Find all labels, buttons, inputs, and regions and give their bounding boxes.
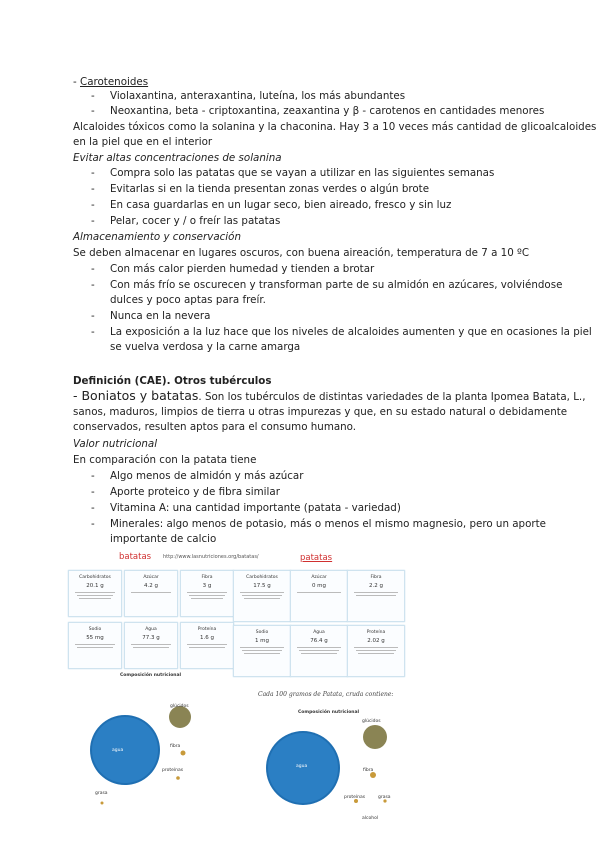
list-item: Evitarlas si en la tienda presentan zonas verdes o algún brote	[110, 183, 430, 195]
list-item: Con más frío se oscurecen y transforman parte de su almidón en azúcares, volviéndose	[110, 279, 563, 291]
label-batatas: batatas	[119, 552, 152, 562]
composition-title: Composición nutricional	[298, 710, 360, 715]
nutrient-card: Azúcar 4.2 g	[124, 570, 178, 617]
paragraph: Se deben almacenar en lugares oscuros, con buena aireación, temperatura de 7 a 10 ºC	[73, 247, 530, 259]
list-item: Con más calor pierden humedad y tienden a brotar	[110, 263, 375, 275]
carotenoides-heading: - Carotenoides	[73, 76, 149, 88]
bubble-protein	[176, 776, 180, 780]
nutrient-card: Agua 77.3 g	[124, 622, 178, 669]
bubble-fat	[101, 802, 104, 805]
section-heading: Definición (CAE). Otros tubérculos	[73, 375, 272, 387]
list-item: Minerales: algo menos de potasio, más o menos el mismo magnesio, pero un aporte	[110, 518, 547, 530]
section-heading: Almacenamiento y conservación	[73, 231, 241, 243]
list-item-continuation: dulces y poco aptas para freír.	[110, 294, 266, 306]
list-item: Compra solo las patatas que se vayan a utilizar en las siguientes semanas	[110, 167, 495, 179]
composition-bubbles-right	[255, 715, 405, 845]
composition-title: Composición nutricional	[120, 673, 182, 678]
paragraph: sanos, maduros, limpios de tierra u otras impurezas y que, en su estado natural o debidamente	[73, 406, 568, 418]
paragraph: - Boniatos y batatas. Son los tubérculos de distintas variedades de la planta Ipomea Batata, L.,	[73, 388, 586, 403]
nutrient-card: Proteína 2.02 g	[347, 625, 405, 677]
label-patatas: patatas	[300, 553, 333, 563]
list-item-continuation: importante de calcio	[110, 533, 217, 545]
nutrient-card: Agua 76.4 g	[290, 625, 348, 677]
nutrient-card: Carbohidratos 17.5 g	[233, 570, 291, 622]
bubble-carbs	[169, 706, 191, 728]
section-heading: Valor nutricional	[73, 438, 158, 450]
bubble-carbs	[363, 725, 387, 749]
paragraph: En comparación con la patata tiene	[73, 454, 257, 466]
list-item-continuation: se vuelva verdosa y la carne amarga	[110, 341, 301, 353]
list-item: Aporte proteico y de fibra similar	[110, 486, 280, 498]
list-item: Pelar, cocer y / o freír las patatas	[110, 215, 281, 227]
section-heading: Evitar altas concentraciones de solanina	[73, 152, 282, 164]
source-url: http://www.lasnutriciones.org/batatas/	[163, 554, 259, 560]
nutrient-card: Sodio 55 mg	[68, 622, 122, 669]
composition-bubbles-left	[80, 680, 210, 830]
list-item: Neoxantina, beta - criptoxantina, zeaxantina y β - carotenos en cantidades menores	[110, 105, 545, 117]
nutrient-card: Fibra 2.2 g	[347, 570, 405, 622]
nutrient-card: Proteína 1.6 g	[180, 622, 234, 669]
list-item: Violaxantina, anteraxantina, luteína, los más abundantes	[110, 90, 406, 102]
nutrient-card: Carbohidratos 20.1 g	[68, 570, 122, 617]
paragraph: conservados, resulten aptos para el consumo humano.	[73, 421, 357, 433]
nutrient-card: Sodio 1 mg	[233, 625, 291, 677]
bubble-fiber	[181, 751, 186, 756]
list-item: Vitamina A: una cantidad importante (patata - variedad)	[110, 502, 401, 514]
list-item: En casa guardarlas en un lugar seco, bien aireado, fresco y sin luz	[110, 199, 452, 211]
nutrient-card: Azúcar 0 mg	[290, 570, 348, 622]
list-item: La exposición a la luz hace que los niveles de alcaloides aumenten y que en ocasiones la piel	[110, 326, 592, 338]
list-item: Algo menos de almidón y más azúcar	[110, 470, 304, 482]
list-item: Nunca en la nevera	[110, 310, 211, 322]
paragraph: Alcaloides tóxicos como la solanina y la chaconina. Hay 3 a 10 veces más cantidad de glicoalcaloides	[73, 121, 597, 133]
nutrient-card: Fibra 3 g	[180, 570, 234, 617]
figure-caption: Cada 100 gramos de Patata, cruda contiene:	[258, 691, 394, 698]
paragraph: en la piel que en el interior	[73, 136, 213, 148]
